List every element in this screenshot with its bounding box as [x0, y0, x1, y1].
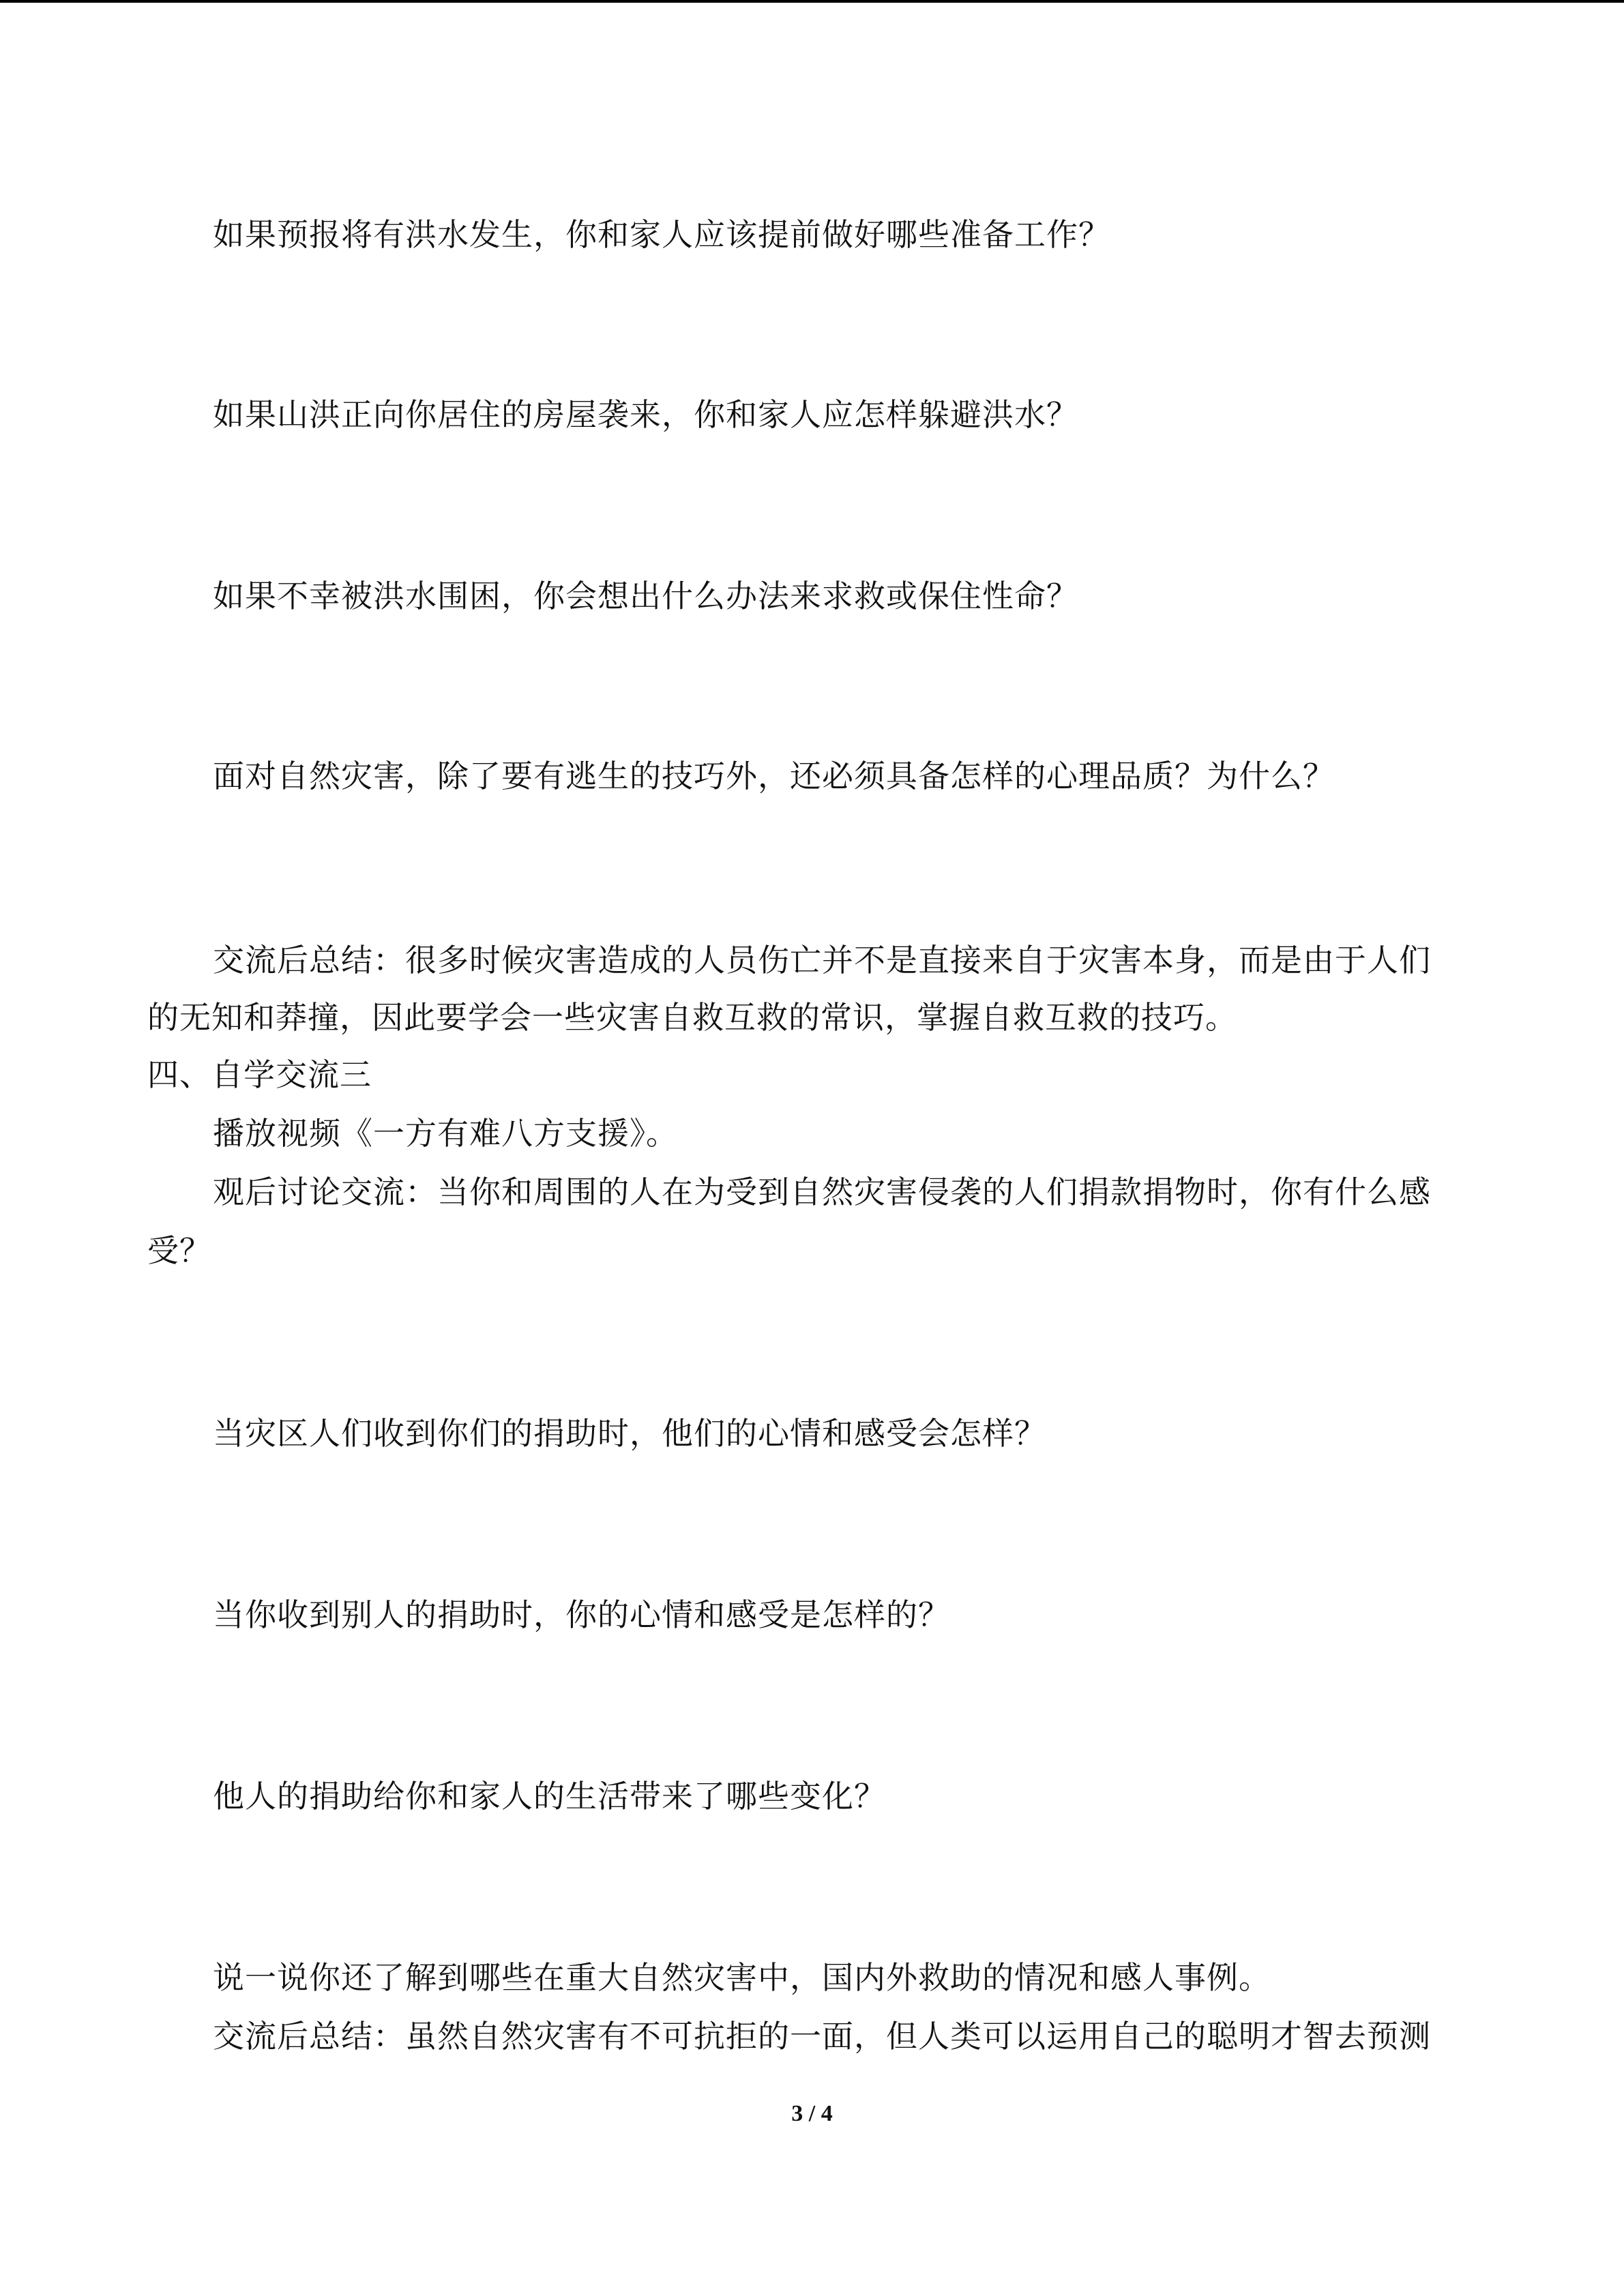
prompt-rescue-examples: 说一说你还了解到哪些在重大自然灾害中，国内外救助的情况和感人事例。 [213, 1959, 1271, 1996]
summary-one-line-2: 的无知和莽撞，因此要学会一些灾害自救互救的常识，掌握自救互救的技巧。 [147, 999, 1237, 1036]
question-trapped-by-flood: 如果不幸被洪水围困，你会想出什么办法来求救或保住性命？ [213, 578, 1078, 614]
question-disaster-area-feelings: 当灾区人们收到你们的捐助时，他们的心情和感受会怎样？ [213, 1415, 1046, 1452]
question-changes-from-donation: 他人的捐助给你和家人的生活带来了哪些变化？ [213, 1778, 886, 1815]
summary-two-line-1: 交流后总结：虽然自然灾害有不可抗拒的一面，但人类可以运用自己的聪明才智去预测 [213, 2018, 1431, 2055]
question-avoid-flash-flood: 如果山洪正向你居住的房屋袭来，你和家人应怎样躲避洪水？ [213, 396, 1078, 433]
question-flood-preparation: 如果预报将有洪水发生，你和家人应该提前做好哪些准备工作？ [213, 216, 1110, 253]
question-receiving-donation: 当你收到别人的捐助时，你的心情和感受是怎样的？ [213, 1596, 950, 1633]
question-psychological-quality: 面对自然灾害，除了要有逃生的技巧外，还必须具备怎样的心理品质？为什么？ [213, 758, 1335, 794]
discussion-prompt-line-2: 受？ [147, 1232, 211, 1269]
page-number: 3 / 4 [791, 2101, 833, 2126]
discussion-prompt-line-1: 观后讨论交流：当你和周围的人在为受到自然灾害侵袭的人们捐款捐物时，你有什么感 [213, 1174, 1431, 1210]
play-video-text: 播放视频《一方有难八方支援》。 [213, 1115, 678, 1152]
section-heading-self-study-3: 四、自学交流三 [147, 1056, 372, 1093]
summary-one-line-1: 交流后总结：很多时候灾害造成的人员伤亡并不是直接来自于灾害本身，而是由于人们 [213, 942, 1431, 979]
